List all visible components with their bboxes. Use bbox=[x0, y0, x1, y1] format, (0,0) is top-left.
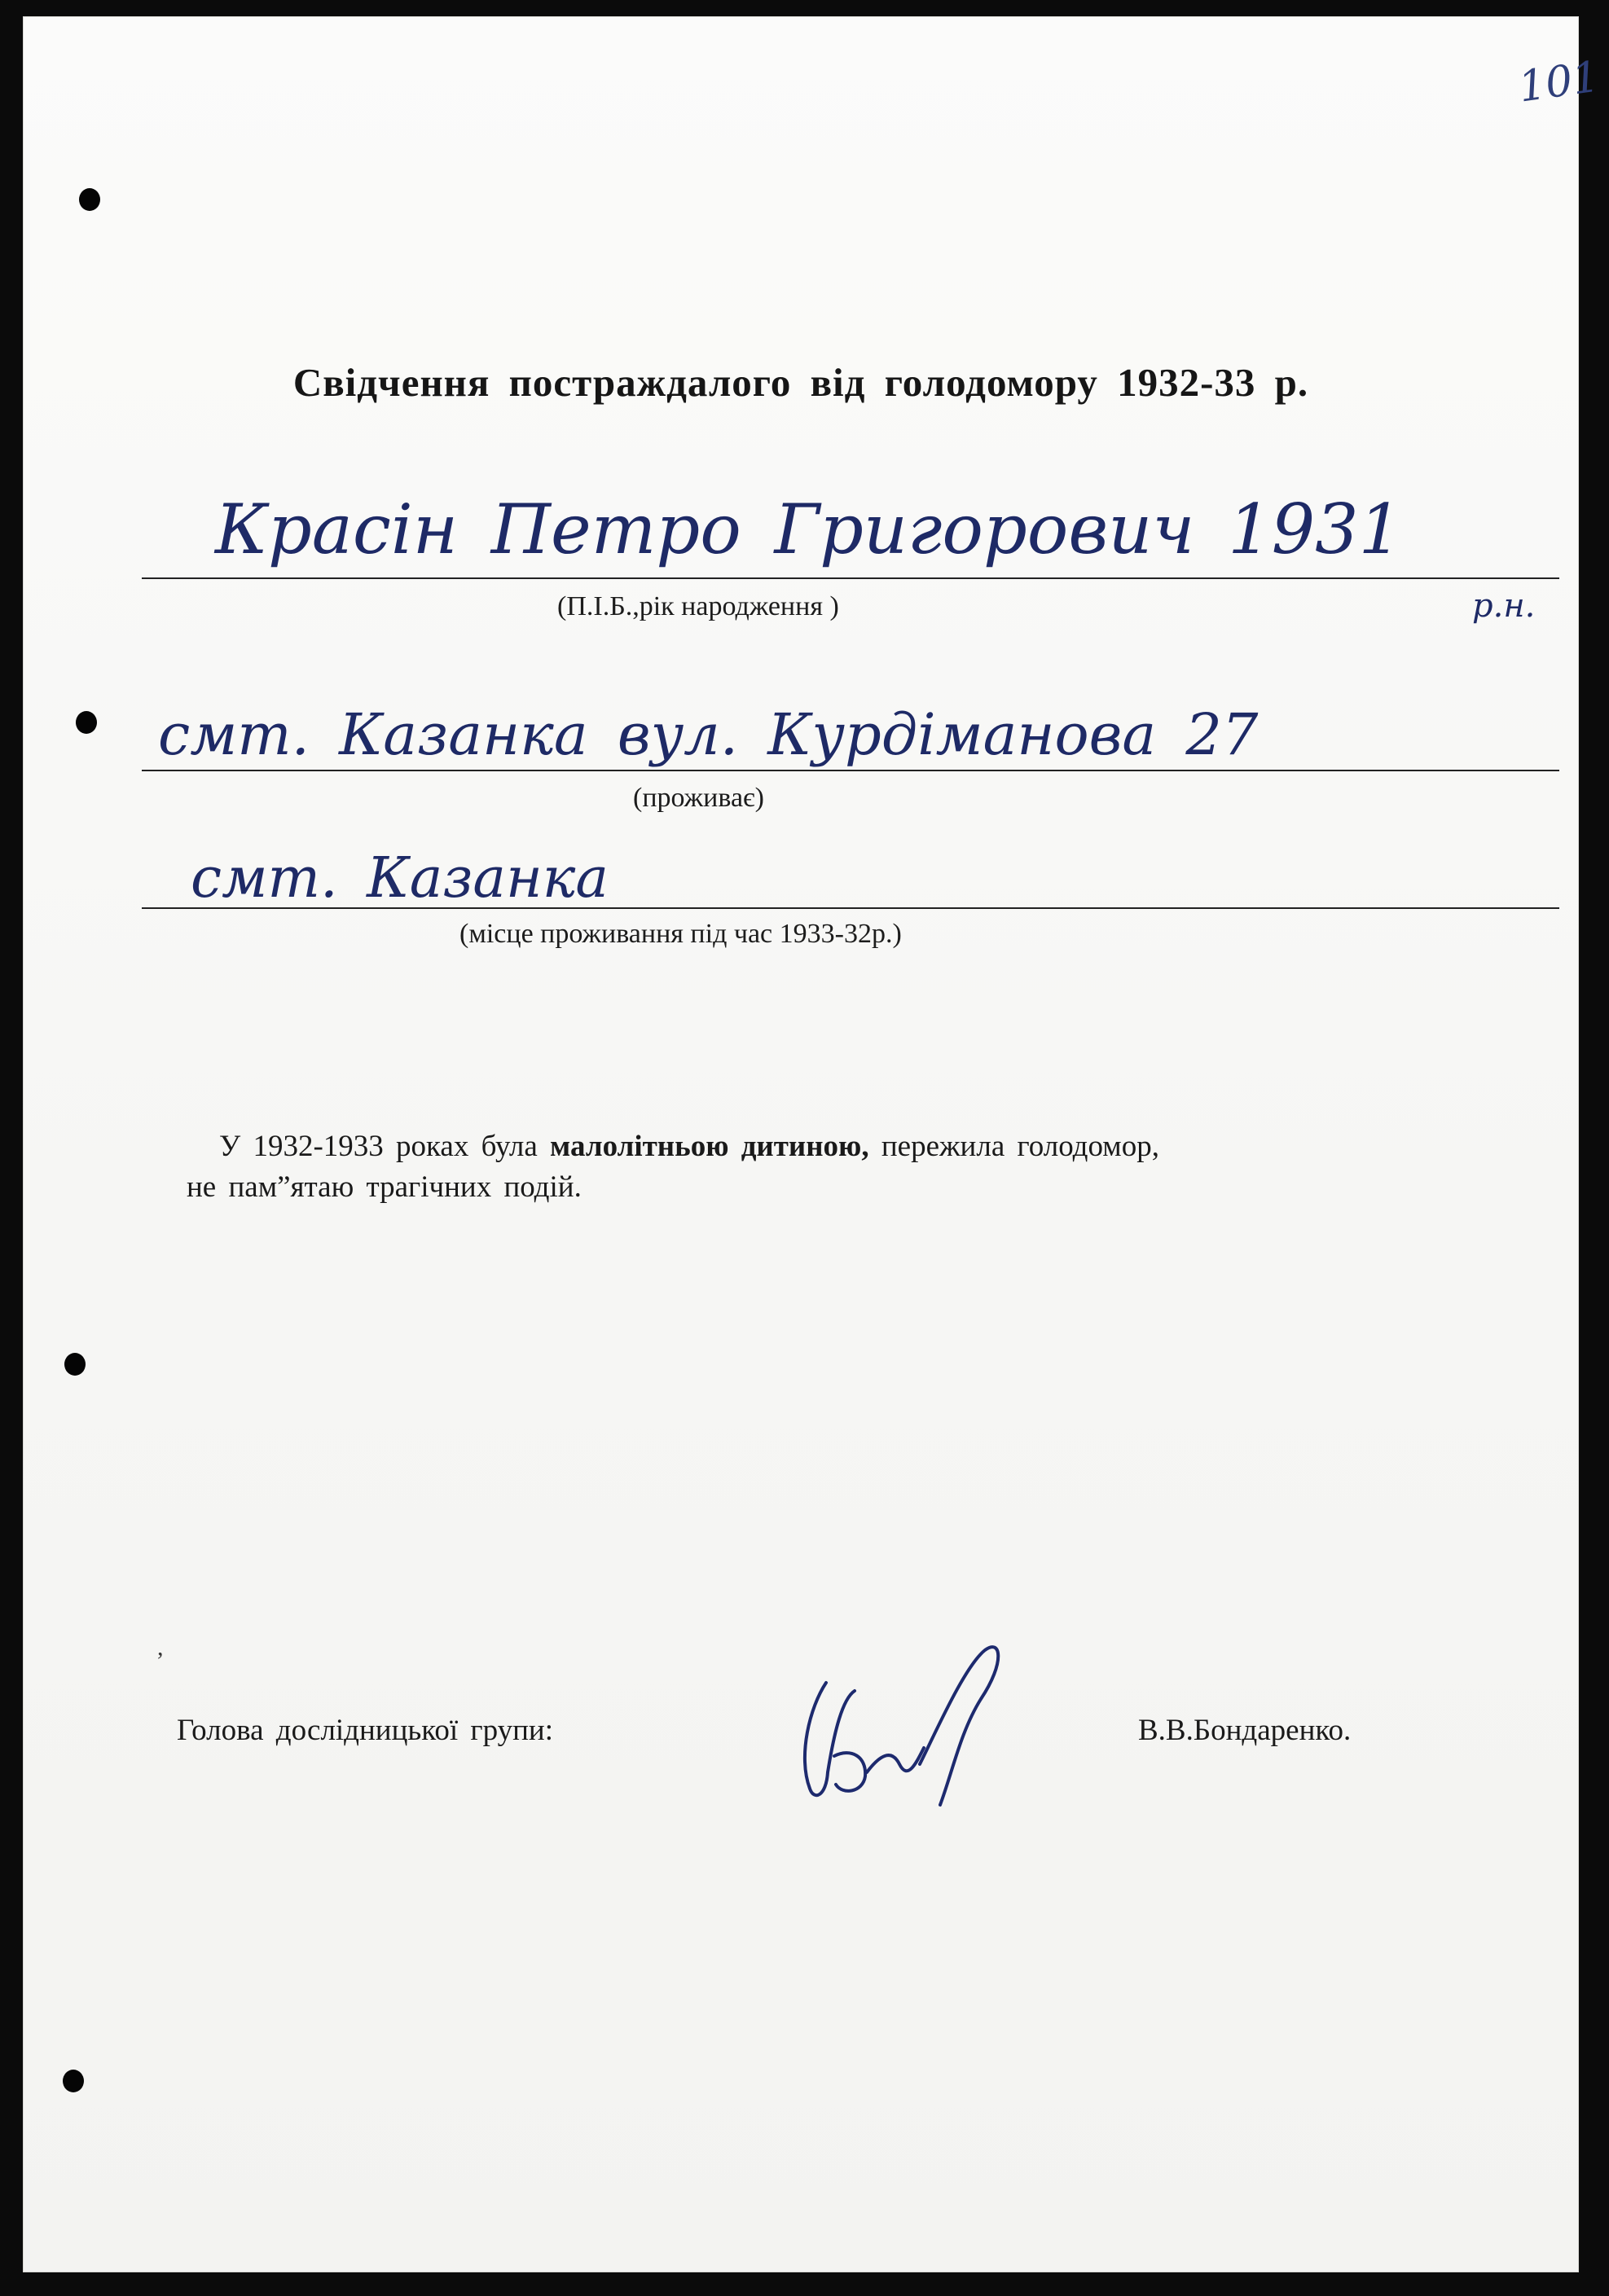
testimony-text bbox=[187, 1126, 1457, 1208]
residence-handwritten: смт. Казанка вул. Курдіманова 27 bbox=[158, 701, 1259, 768]
name-field-line bbox=[142, 577, 1559, 579]
document-title: Свідчення постраждалого від голодомору 1932-33 р. bbox=[292, 360, 1309, 405]
famine-residence-handwritten: смт. Казанка bbox=[191, 846, 609, 911]
name-suffix-handwritten: р.н. bbox=[1472, 587, 1536, 625]
name-caption: (П.І.Б.,рік народження ) bbox=[557, 591, 839, 621]
residence-caption: (проживає) bbox=[633, 783, 764, 813]
testimony-line2: не пам”ятаю трагічних подій. bbox=[187, 1170, 582, 1204]
testimony-part1: У 1932-1933 роках була bbox=[219, 1130, 551, 1163]
famine-residence-field-line bbox=[142, 907, 1559, 909]
famine-residence-caption: (місце проживання під час 1933-32р.) bbox=[459, 919, 902, 949]
punch-hole bbox=[79, 188, 100, 211]
page-number: 101 bbox=[1515, 52, 1602, 112]
signature-name: В.В.Бондаренко. bbox=[1138, 1714, 1352, 1747]
signature-label: Голова дослідницької групи: bbox=[177, 1714, 553, 1747]
signature-scribble bbox=[777, 1634, 1038, 1813]
name-handwritten: Красін Петро Григорович 1931 bbox=[215, 489, 1403, 569]
residence-field-line bbox=[142, 770, 1559, 771]
testimony-bold: малолітньою дитиною, bbox=[550, 1130, 869, 1163]
stray-mark: , bbox=[157, 1634, 164, 1661]
punch-hole bbox=[76, 711, 97, 734]
document-sheet bbox=[23, 16, 1602, 2272]
testimony-part2: пережила голодомор, bbox=[868, 1130, 1159, 1163]
punch-hole bbox=[64, 1353, 86, 1376]
punch-hole bbox=[63, 2070, 84, 2092]
